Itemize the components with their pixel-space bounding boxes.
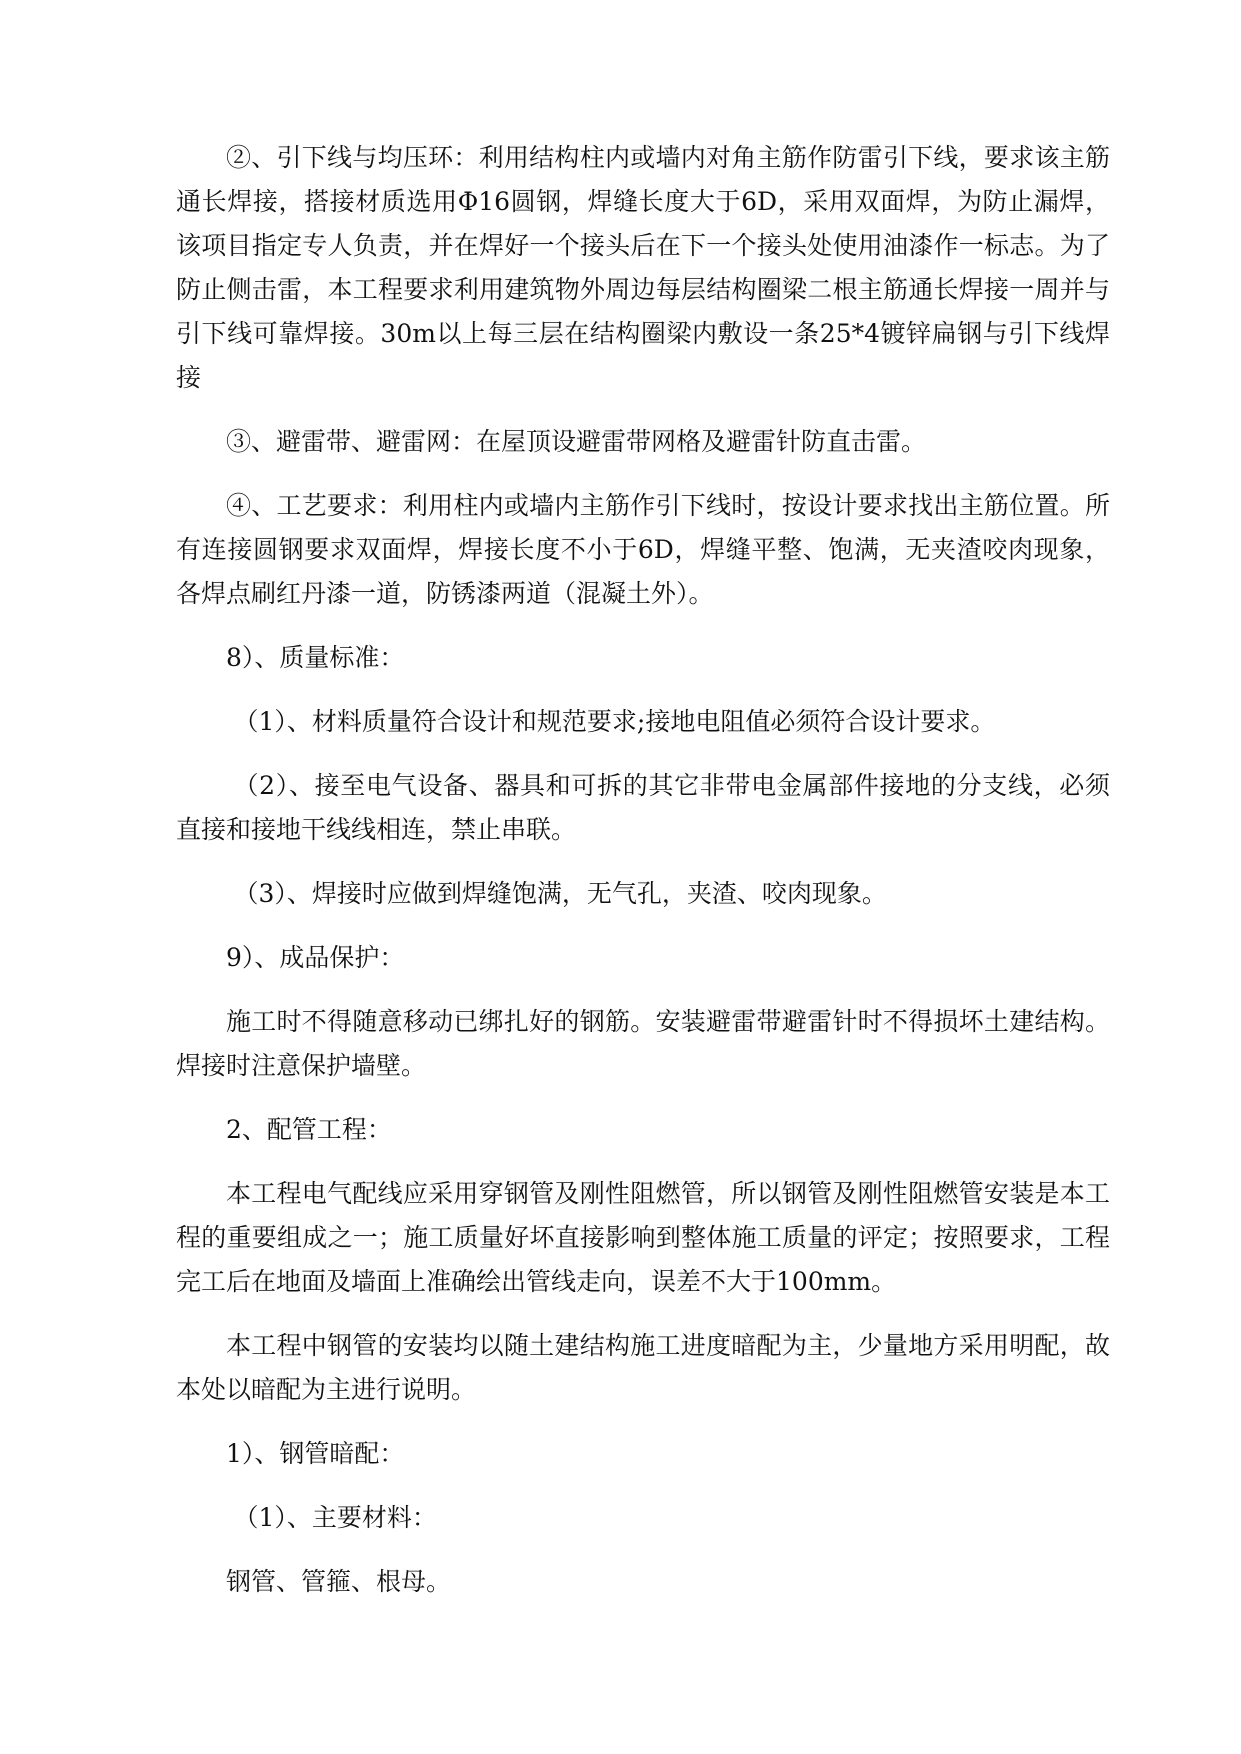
paragraph-quality-item-3: （3）、焊接时应做到焊缝饱满，无气孔，夹渣、咬肉现象。 (233, 879, 887, 908)
paragraph-piping-concealed: 本工程中钢管的安装均以随土建结构施工进度暗配为主，少量地方采用明配，故本处以暗配为主进行说明。 (176, 1331, 1110, 1404)
document-page (176, 136, 1110, 1624)
paragraph-process-requirements: ④、工艺要求：利用柱内或墙内主筋作引下线时，按设计要求找出主筋位置。所有连接圆钢要求双面焊，焊接长度不小于6D，焊缝平整、饱满，无夹渣咬肉现象，各焊点刷红丹漆一道，防锈漆两道（混凝土外）。 (176, 491, 1110, 608)
paragraph-down-conductor-equalizing-ring: ②、引下线与均压环：利用结构柱内或墙内对角主筋作防雷引下线，要求该主筋通长焊接，搭接材质选用Φ16圆钢，焊缝长度大于6D，采用双面焊，为防止漏焊，该项目指定专人负责，并在焊好一个接头后在下一个接头处使用油漆作一标志。为了防止侧击雷，本工程要求利用建筑物外周边每层结构圈梁二根主筋通长焊接一周并与引下线可靠焊接。30m以上每三层在结构圈梁内敷设一条25*4镀锌扁钢与引下线焊接 (176, 143, 1110, 392)
heading-main-materials: （1）、主要材料： (233, 1503, 437, 1532)
paragraph-quality-item-1: （1）、材料质量符合设计和规范要求;接地电阻值必须符合设计要求。 (233, 707, 996, 736)
paragraph-materials-list: 钢管、管箍、根母。 (226, 1567, 452, 1596)
paragraph-lightning-belt-net: ③、避雷带、避雷网：在屋顶设避雷带网格及避雷针防直击雷。 (226, 427, 927, 456)
heading-steel-pipe-concealed: 1）、钢管暗配： (226, 1439, 405, 1468)
heading-product-protection: 9）、成品保护： (226, 943, 405, 972)
paragraph-product-protection: 施工时不得随意移动已绑扎好的钢筋。安装避雷带避雷针时不得损坏土建结构。焊接时注意保护墙壁。 (176, 1007, 1110, 1080)
heading-piping-works: 2、配管工程： (226, 1115, 392, 1144)
paragraph-piping-overview: 本工程电气配线应采用穿钢管及刚性阻燃管，所以钢管及刚性阻燃管安装是本工程的重要组成之一；施工质量好坏直接影响到整体施工质量的评定；按照要求，工程完工后在地面及墙面上准确绘出管线走向，误差不大于100mm。 (176, 1179, 1110, 1296)
heading-quality-standard: 8）、质量标准： (226, 643, 405, 672)
paragraph-quality-item-2: （2）、接至电气设备、器具和可拆的其它非带电金属部件接地的分支线，必须直接和接地干线线相连，禁止串联。 (176, 771, 1110, 844)
